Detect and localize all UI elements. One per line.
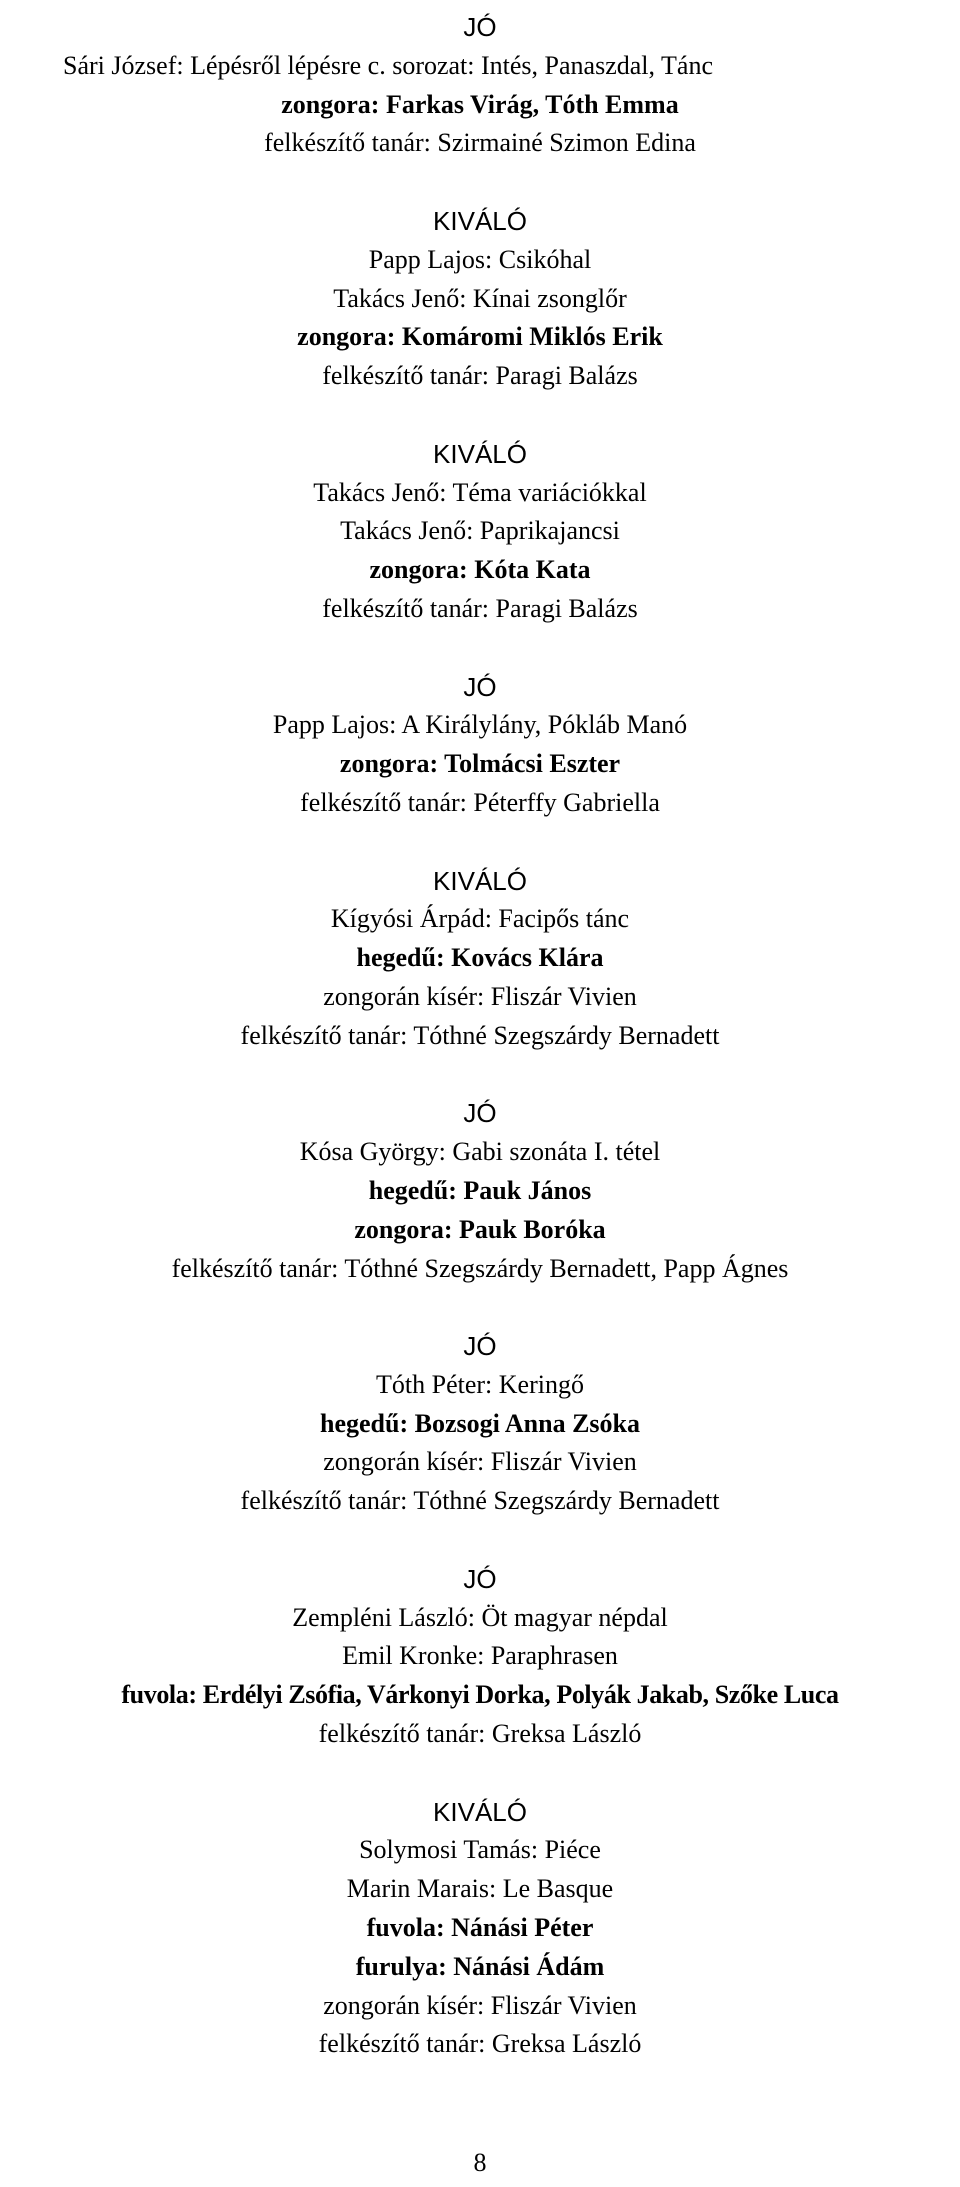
piece-line: Papp Lajos: A Királylány, Pókláb Manó	[272, 710, 688, 740]
accompanist-line: zongorán kísér: Fliszár Vivien	[323, 1447, 637, 1477]
piece-line: Takács Jenő: Paprikajancsi	[340, 516, 620, 546]
result-entry	[0, 668, 960, 823]
teacher-line: felkészítő tanár: Paragi Balázs	[322, 593, 638, 623]
piece-line: Zempléni László: Öt magyar népdal	[292, 1602, 668, 1632]
rating-heading: JÓ	[463, 1563, 497, 1594]
entry-spacer	[0, 1288, 960, 1327]
rating-heading: KIVÁLÓ	[433, 438, 527, 469]
rating-heading: KIVÁLÓ	[433, 1796, 527, 1827]
performer-line: hegedű: Kovács Klára	[356, 943, 604, 973]
entry-spacer	[0, 163, 960, 202]
piece-line: Tóth Péter: Keringő	[376, 1369, 584, 1399]
teacher-line: felkészítő tanár: Greksa László	[318, 1719, 642, 1749]
performer-line: zongora: Tolmácsi Eszter	[339, 749, 621, 779]
accompanist-line: zongorán kísér: Fliszár Vivien	[323, 981, 637, 1011]
entry-spacer	[0, 823, 960, 862]
entry-spacer	[0, 396, 960, 435]
teacher-line: felkészítő tanár: Péterffy Gabriella	[300, 787, 660, 817]
piece-line: Marin Marais: Le Basque	[346, 1874, 614, 1904]
teacher-line: felkészítő tanár: Greksa László	[318, 2029, 642, 2059]
teacher-line: felkészítő tanár: Tóthné Szegszárdy Bernadett	[240, 1020, 720, 1050]
piece-line: Emil Kronke: Paraphrasen	[342, 1641, 618, 1671]
result-entry	[0, 435, 960, 629]
performer-line: zongora: Farkas Virág, Tóth Emma	[281, 89, 679, 119]
result-entry	[0, 1560, 960, 1754]
rating-heading: JÓ	[463, 671, 497, 702]
result-entry	[0, 1327, 960, 1521]
results-list	[0, 8, 960, 2064]
teacher-line: felkészítő tanár: Tóthné Szegszárdy Bernadett	[240, 1486, 720, 1516]
entry-spacer	[0, 1754, 960, 1793]
piece-line: Kósa György: Gabi szonáta I. tétel	[299, 1137, 661, 1167]
result-entry	[0, 202, 960, 396]
rating-heading: JÓ	[463, 12, 497, 42]
piece-line: Papp Lajos: Csikóhal	[368, 244, 592, 274]
result-entry	[0, 1094, 960, 1288]
teacher-line: felkészítő tanár: Paragi Balázs	[322, 361, 638, 391]
performer-line: zongora: Pauk Boróka	[354, 1214, 606, 1244]
teacher-line: felkészítő tanár: Szirmainé Szimon Edina	[264, 128, 696, 158]
performer-line: zongora: Komáromi Miklós Erik	[297, 322, 663, 352]
rating-heading: KIVÁLÓ	[433, 205, 527, 236]
accompanist-line: zongorán kísér: Fliszár Vivien	[323, 1990, 637, 2020]
piece-line: Takács Jenő: Téma variációkkal	[313, 477, 647, 507]
entry-spacer	[0, 1056, 960, 1095]
entry-spacer	[0, 629, 960, 668]
performer-line: zongora: Kóta Kata	[369, 555, 591, 585]
piece-line: Takács Jenő: Kínai zsonglőr	[333, 283, 627, 313]
rating-heading: JÓ	[463, 1331, 497, 1362]
piece-line: Solymosi Tamás: Piéce	[359, 1835, 601, 1865]
teacher-line: felkészítő tanár: Tóthné Szegszárdy Bernadett, Papp Ágnes	[171, 1253, 789, 1283]
performer-line: furulya: Nánási Ádám	[355, 1951, 605, 1981]
entry-spacer	[0, 1521, 960, 1560]
rating-heading: JÓ	[463, 1098, 497, 1129]
result-entry	[0, 8, 960, 163]
performer-line: fuvola: Erdélyi Zsófia, Várkonyi Dorka, Polyák Jakab, Szőke Luca	[121, 1680, 839, 1710]
result-entry	[0, 862, 960, 1056]
result-entry	[0, 1793, 960, 2065]
performer-line: hegedű: Pauk János	[368, 1175, 592, 1205]
performer-line: fuvola: Nánási Péter	[366, 1913, 594, 1943]
piece-line: Kígyósi Árpád: Facipős tánc	[330, 904, 630, 934]
performer-line: hegedű: Bozsogi Anna Zsóka	[319, 1408, 641, 1438]
page-number: 8	[473, 2148, 487, 2177]
rating-heading: KIVÁLÓ	[433, 865, 527, 896]
piece-line: Sári József: Lépésről lépésre c. sorozat: Intés, Panaszdal, Tánc	[63, 50, 713, 80]
